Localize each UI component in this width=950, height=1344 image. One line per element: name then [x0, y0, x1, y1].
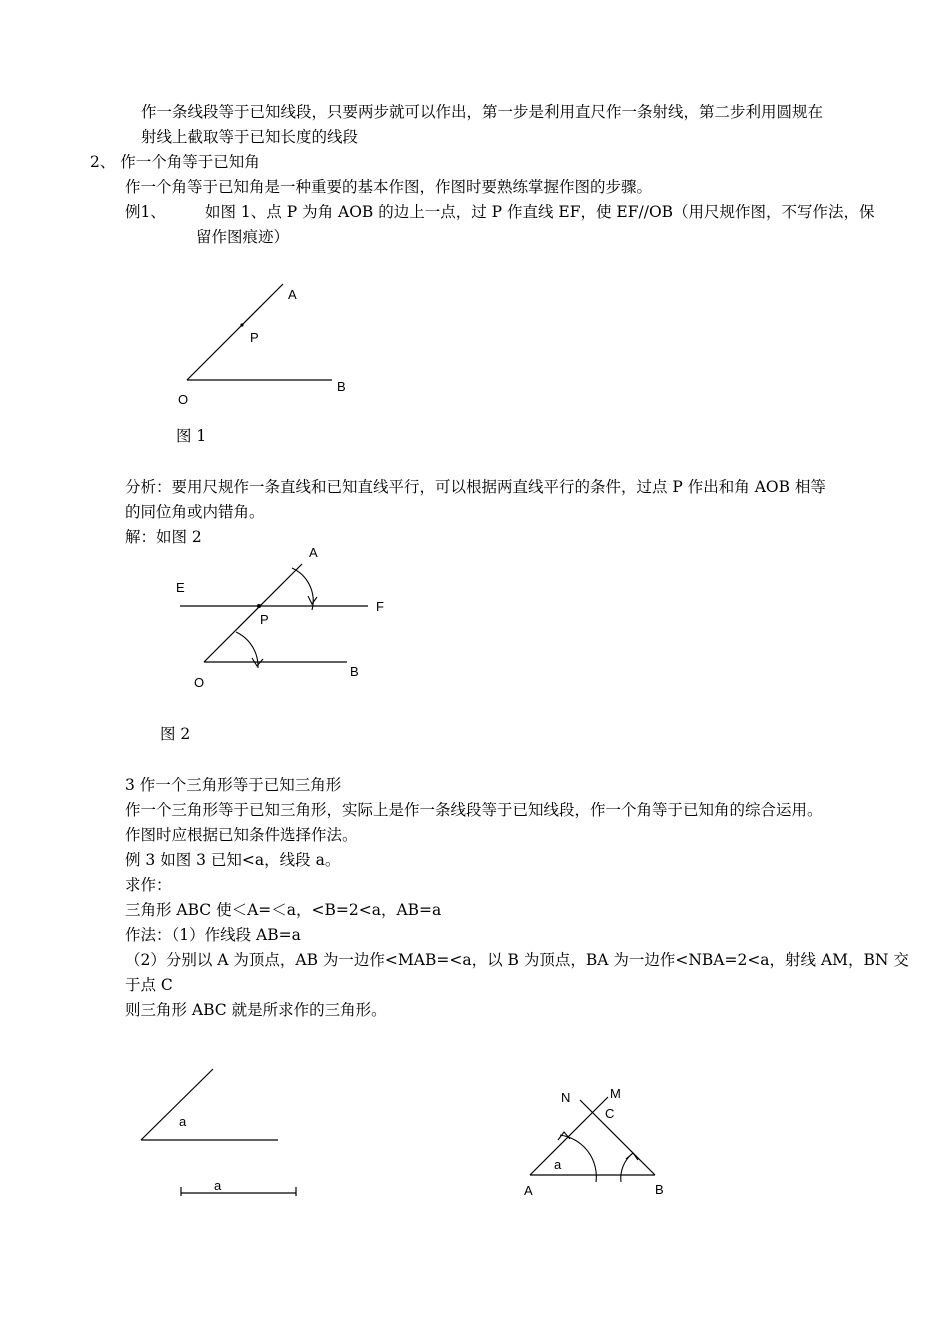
intro-line-2: 射线上截取等于已知长度的线段: [141, 128, 359, 146]
solution-label: 解：如图 2: [125, 528, 202, 546]
figure-2-caption: 图 2: [160, 725, 191, 743]
label-m: M: [610, 1086, 621, 1101]
fig2-label-f: F: [376, 599, 384, 614]
ask-label: 求作：: [125, 876, 172, 894]
given-segment-label: a: [214, 1178, 222, 1193]
method-step-1: 作法：（1）作线段 AB=a: [125, 926, 301, 944]
label-a: A: [524, 1183, 533, 1198]
intro-line-1: 作一条线段等于已知线段，只要两步就可以作出，第一步是利用直尺作一条射线，第二步利用圆规在: [141, 103, 824, 121]
ray-am: [530, 1097, 608, 1175]
analysis-line-2: 的同位角或内错角。: [125, 503, 265, 521]
label-angle-a: a: [554, 1157, 562, 1172]
arc-at-b: [621, 1153, 633, 1182]
fig2-label-e: E: [176, 580, 185, 595]
ray-oa: [187, 284, 283, 380]
fig2-label-b: B: [350, 664, 359, 679]
figure-3-given: [135, 1062, 305, 1202]
arc-upper: [292, 568, 313, 610]
tick-upper: [308, 596, 317, 604]
section2-heading: 2、 作一个角等于已知角: [90, 153, 260, 171]
example1-line-2: 留作图痕迹）: [196, 228, 290, 246]
fig1-label-b: B: [337, 379, 346, 394]
figure-1-caption: 图 1: [176, 427, 207, 445]
point-p: [240, 323, 243, 326]
given-angle-ray: [141, 1069, 213, 1140]
fig2-label-p: P: [260, 612, 269, 627]
section3-line-2: 作图时应根据已知条件选择作法。: [125, 826, 358, 844]
label-b: B: [655, 1182, 664, 1197]
section3-heading: 3 作一个三角形等于已知三角形: [125, 776, 342, 794]
label-c: C: [605, 1106, 615, 1121]
ask-detail: 三角形 ABC 使＜A=＜a，<B=2<a，AB=a: [125, 901, 442, 919]
example3: 例 3 如图 3 已知<a，线段 a。: [125, 851, 341, 869]
point-p: [257, 604, 261, 608]
figure-2: [170, 542, 390, 692]
fig1-label-p: P: [250, 330, 259, 345]
fig2-label-o: O: [194, 675, 205, 690]
figure-1: [170, 278, 360, 408]
fig1-label-a: A: [288, 287, 297, 302]
example1-label: 例1、: [125, 203, 166, 221]
conclusion: 则三角形 ABC 就是所求作的三角形。: [125, 1001, 387, 1019]
fig2-label-a: A: [309, 545, 318, 560]
ray-bn: [580, 1100, 655, 1175]
figure-3-triangle: [520, 1082, 680, 1207]
label-n: N: [561, 1090, 571, 1105]
section2-description: 作一个角等于已知角是一种重要的基本作图，作图时要熟练掌握作图的步骤。: [125, 178, 653, 196]
analysis-line-1: 分析：要用尺规作一条直线和已知直线平行，可以根据两直线平行的条件，过点 P 作出和角 AOB 相等: [125, 478, 826, 496]
fig1-label-o: O: [178, 392, 189, 407]
method-step-2-line-2: 于点 C: [125, 976, 173, 994]
method-step-2-line-1: （2）分别以 A 为顶点，AB 为一边作<MAB=<a，以 B 为顶点，BA 为一边作<NBA=2<a，射线 AM，BN 交: [125, 951, 909, 969]
given-angle-label: a: [179, 1114, 187, 1129]
example1-line-1: 如图 1、点 P 为角 AOB 的边上一点，过 P 作直线 EF，使 EF//OB（用尺规作图，不写作法，保: [205, 203, 875, 221]
section3-line-1: 作一个三角形等于已知三角形，实际上是作一条线段等于已知线段，作一个角等于已知角的综合运用。: [125, 801, 823, 819]
